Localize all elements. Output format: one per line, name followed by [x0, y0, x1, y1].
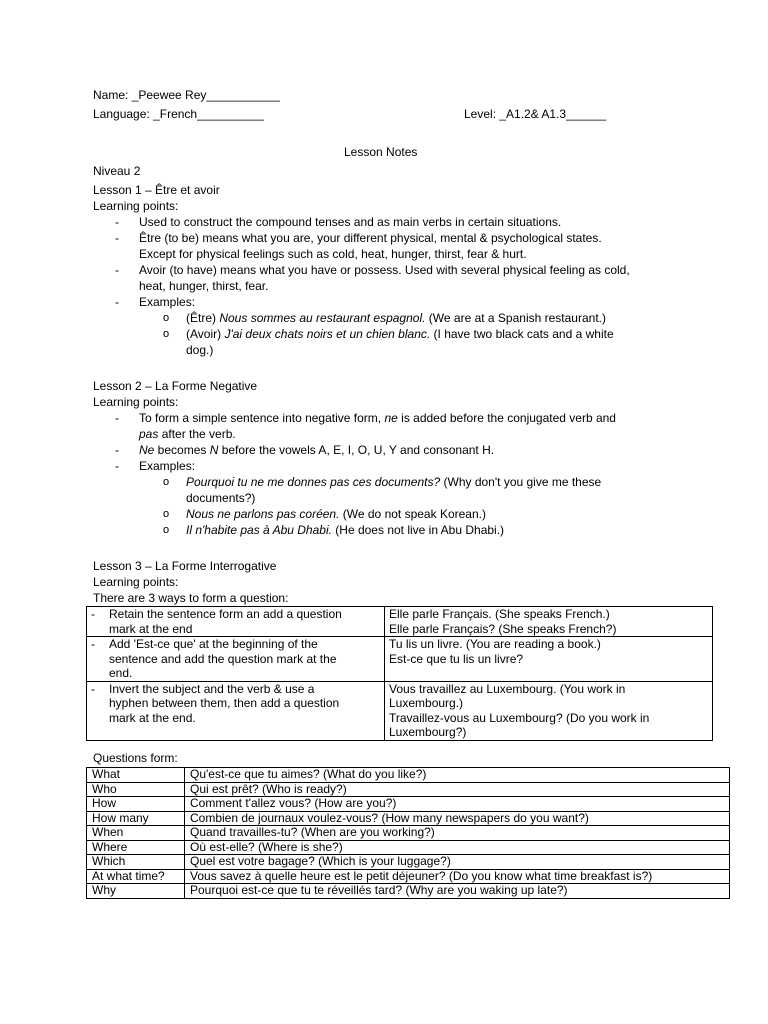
- lesson2-bullet-1: - To form a simple sentence into negative form, ne is added before the conjugated verb and: [115, 411, 616, 425]
- dash-marker: -: [115, 411, 119, 425]
- circle-bullet-icon: o: [163, 508, 170, 520]
- question-word: Why: [87, 884, 185, 899]
- lesson2-example-2: o Nous ne parlons pas coréen. (We do not speak Korean.): [163, 507, 486, 521]
- question-word: What: [87, 768, 185, 783]
- question-word: Where: [87, 840, 185, 855]
- dash-marker: -: [115, 295, 119, 309]
- lesson1-bullet-1: - Used to construct the compound tenses and as main verbs in certain situations.: [115, 215, 562, 229]
- way-example: Vous travaillez au Luxembourg. (You work in Luxembourg.) Travaillez-vous au Luxembourg? (Do you work in Luxembourg?): [385, 681, 713, 740]
- lesson3-heading: Lesson 3 – La Forme Interrogative: [93, 559, 277, 573]
- question-ways-table: [86, 606, 713, 741]
- name-label: Name:: [93, 88, 132, 102]
- question-word: Which: [87, 855, 185, 870]
- name-value: _Peewee Rey___________: [131, 88, 280, 102]
- table-row: [87, 884, 730, 899]
- question-example: Qui est prêt? (Who is ready?): [185, 782, 730, 797]
- circle-bullet-icon: o: [163, 328, 170, 340]
- lesson1-example-1: o (Être) Nous sommes au restaurant espagnol. (We are at a Spanish restaurant.): [163, 311, 606, 325]
- table-row: [87, 826, 730, 841]
- lesson2-example-3: o Il n'habite pas à Abu Dhabi. (He does not live in Abu Dhabi.): [163, 523, 505, 537]
- question-word: How: [87, 797, 185, 812]
- lesson1-bullet-4: - Examples:: [115, 295, 196, 309]
- lesson3-learning-points: Learning points:: [93, 575, 179, 589]
- lesson1-bullet-3: - Avoir (to have) means what you have or possess. Used with several physical feeling as cold,: [115, 263, 630, 277]
- circle-bullet-icon: o: [163, 476, 170, 488]
- table-row: [87, 607, 713, 637]
- table-row: [87, 782, 730, 797]
- dash-marker: -: [115, 263, 119, 277]
- question-words-table: [86, 767, 730, 899]
- question-word: When: [87, 826, 185, 841]
- way-description: - Add 'Est-ce que' at the beginning of the sentence and add the question mark at the end.: [87, 637, 385, 682]
- niveau-heading: Niveau 2: [93, 164, 141, 178]
- table-row: [87, 840, 730, 855]
- language-label: Language:: [93, 107, 154, 121]
- way-example: Tu lis un livre. (You are reading a book.) Est-ce que tu lis un livre?: [385, 637, 713, 682]
- way-description: - Retain the sentence form an add a question mark at the end: [87, 607, 385, 637]
- circle-bullet-icon: o: [163, 524, 170, 536]
- lesson1-heading: Lesson 1 – Être et avoir: [93, 183, 220, 197]
- lesson2-example-1-cont: documents?): [186, 491, 256, 505]
- lesson1-bullet-3-cont: heat, hunger, thirst, fear.: [139, 279, 269, 293]
- way-description: - Invert the subject and the verb & use a hyphen between them, then add a question mark at the end.: [87, 681, 385, 740]
- lesson1-example-2: o (Avoir) J'ai deux chats noirs et un chien blanc. (I have two black cats and a white: [163, 327, 614, 341]
- question-example: Combien de journaux voulez-vous? (How many newspapers do you want?): [185, 811, 730, 826]
- table-row: [87, 855, 730, 870]
- dash-marker: -: [115, 231, 119, 245]
- table-row: [87, 797, 730, 812]
- table-row: [87, 811, 730, 826]
- lesson2-bullet-3: - Examples:: [115, 459, 196, 473]
- level-label: Level:: [464, 107, 500, 121]
- question-example: Quel est votre bagage? (Which is your luggage?): [185, 855, 730, 870]
- name-line: [93, 87, 280, 103]
- lesson1-learning-points: Learning points:: [93, 199, 179, 213]
- question-example: Comment t'allez vous? (How are you?): [185, 797, 730, 812]
- question-example: Qu'est-ce que tu aimes? (What do you like?): [185, 768, 730, 783]
- lesson1-bullet-2-cont: Except for physical feelings such as cold, heat, hunger, thirst, fear & hurt.: [139, 247, 527, 261]
- question-example: Vous savez à quelle heure est le petit déjeuner? (Do you know what time breakfast is?): [185, 869, 730, 884]
- lesson1-bullet-2: - Être (to be) means what you are, your different physical, mental & psychological states.: [115, 231, 602, 245]
- question-word: How many: [87, 811, 185, 826]
- language-value: _French__________: [153, 107, 264, 121]
- question-example: Où est-elle? (Where is she?): [185, 840, 730, 855]
- page-title: Lesson Notes: [344, 145, 418, 159]
- lesson1-section: [93, 163, 693, 358]
- questions-heading: Questions form:: [93, 751, 178, 765]
- question-word: At what time?: [87, 869, 185, 884]
- way-example: Elle parle Français. (She speaks French.) Elle parle Français? (She speaks French?): [385, 607, 713, 637]
- lesson2-section: [93, 378, 693, 538]
- language-line: [93, 106, 264, 122]
- table-row: [87, 768, 730, 783]
- question-example: Pourquoi est-ce que tu te réveillés tard? (Why are you waking up late?): [185, 884, 730, 899]
- table-row: [87, 637, 713, 682]
- lesson2-learning-points: Learning points:: [93, 395, 179, 409]
- lesson1-example-2-cont: dog.): [186, 343, 214, 357]
- lesson2-bullet-2: - Ne becomes N before the vowels A, E, I, O, U, Y and consonant H.: [115, 443, 495, 457]
- table-row: [87, 681, 713, 740]
- circle-bullet-icon: o: [163, 312, 170, 324]
- question-example: Quand travailles-tu? (When are you working?): [185, 826, 730, 841]
- lesson3-intro: There are 3 ways to form a question:: [93, 591, 289, 605]
- lesson2-bullet-1-cont: pas after the verb.: [139, 427, 236, 441]
- dash-marker: -: [115, 215, 119, 229]
- question-word: Who: [87, 782, 185, 797]
- lesson2-heading: Lesson 2 – La Forme Negative: [93, 379, 258, 393]
- level-line: [464, 106, 606, 122]
- level-value: _A1.2& A1.3______: [499, 107, 607, 121]
- lesson2-example-1: o Pourquoi tu ne me donnes pas ces documents? (Why don't you give me these: [163, 475, 602, 489]
- lesson3-section: [93, 558, 693, 606]
- dash-marker: -: [115, 459, 119, 473]
- dash-marker: -: [115, 443, 119, 457]
- table-row: [87, 869, 730, 884]
